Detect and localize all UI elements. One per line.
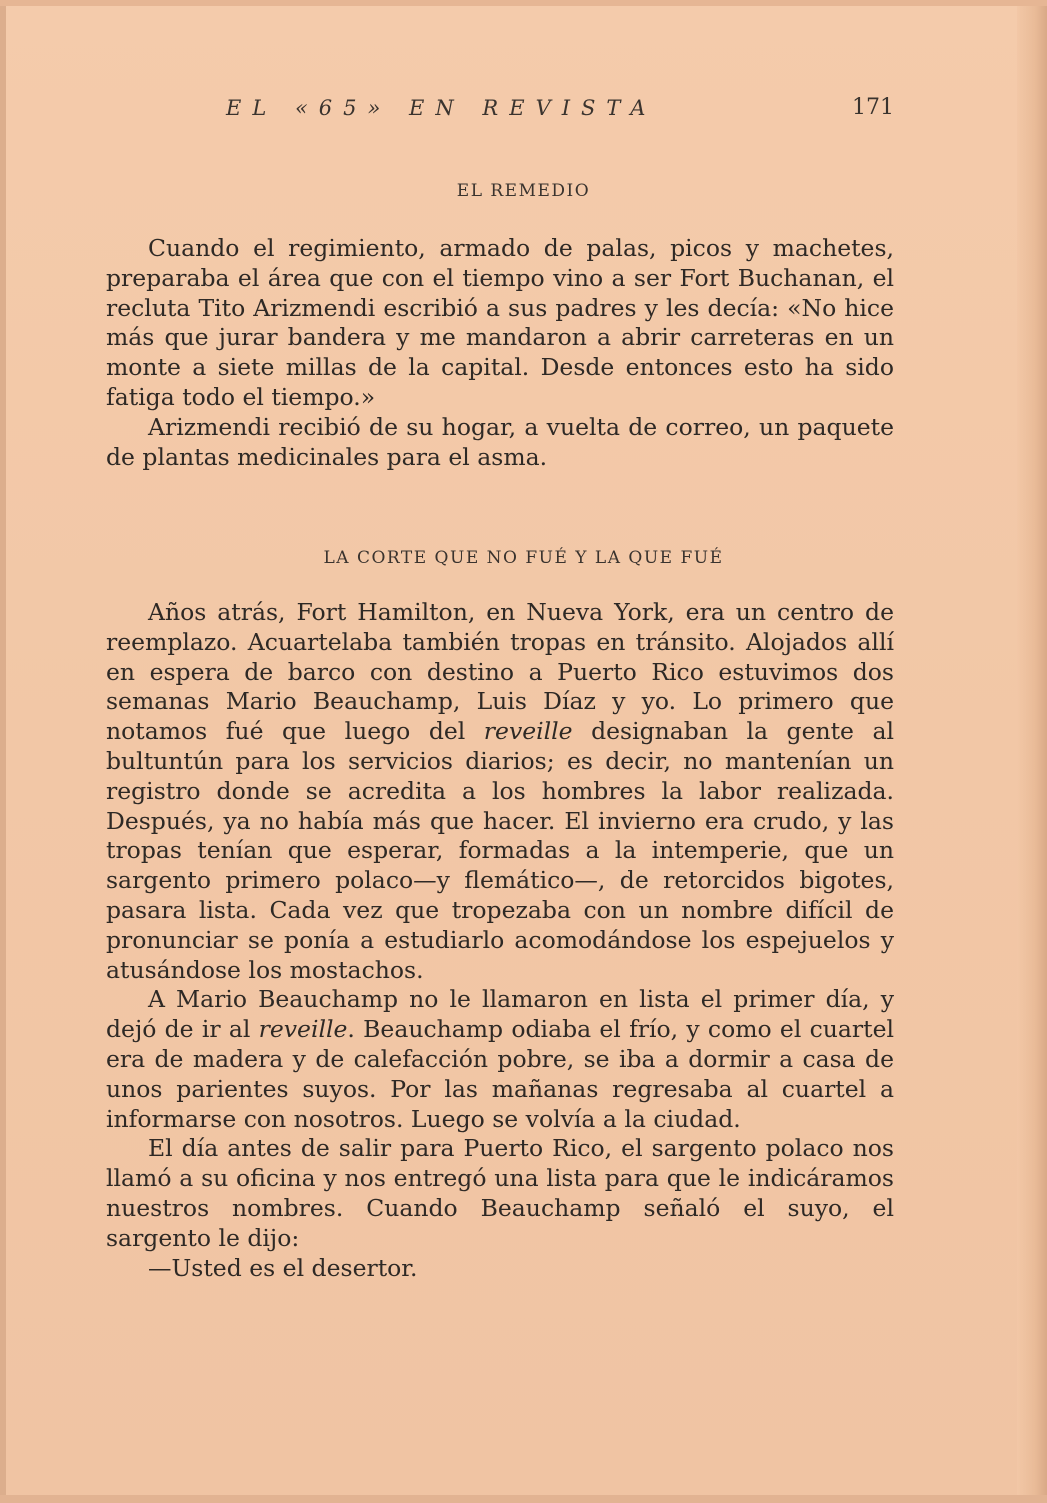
section-body-el-remedio — [106, 234, 894, 472]
page-edge-bottom — [0, 1495, 1047, 1503]
italic-term: reveille — [483, 717, 573, 746]
page-edge-right — [1017, 0, 1047, 1503]
dialogue-line: —Usted es el desertor. — [148, 1253, 418, 1282]
section-body-la-corte — [106, 598, 894, 1283]
paragraph-text: . Beauchamp odiaba el frío, y como el cuartel era de madera y de calefacción pobre, se iba a dormir a casa de unos parientes suyos. Por las mañanas regresaba al cuartel a informarse con nosotros. Luego se volvía a la ciudad. — [106, 1015, 894, 1133]
paragraph: El día antes de salir para Puerto Rico, el sargento polaco nos llamó a su oficina y nos entregó una lista para que le indicáramos nuestros nombres. Cuando Beauchamp señaló el suyo, el sargento le dijo: — [106, 1134, 894, 1252]
paragraph — [106, 985, 894, 1134]
section-title-el-remedio: EL REMEDIO — [456, 181, 591, 201]
section-title-la-corte: LA CORTE QUE NO FUÉ Y LA QUE FUÉ — [323, 548, 724, 568]
italic-term: reveille — [258, 1015, 348, 1044]
paragraph-text: A Mario Beauchamp no le llamaron en lista el primer día, y dejó de ir al — [106, 985, 894, 1044]
paragraph-text: Años atrás, Fort Hamilton, en Nueva York, era un centro de reemplazo. Acuartelaba también tropas en tránsito. Alojados allí en espera de barco con destino a Puerto Rico estuvimos dos semanas Mario Beauchamp, Luis Díaz y yo. Lo primero que notamos fué que luego del — [106, 598, 894, 746]
paragraph: Arizmendi recibió de su hogar, a vuelta de correo, un paquete de plantas medicinales para el asma. — [106, 412, 894, 471]
paragraph: Cuando el regimiento, armado de palas, picos y machetes, preparaba el área que con el tiempo vino a ser Fort Buchanan, el recluta Tito Arizmendi escribió a sus padres y les decía: «No hice más que jurar bandera y me mandaron a abrir carreteras en un monte a siete millas de la capital. Desde entonces esto ha sido fatiga todo el tiempo.» — [106, 234, 894, 411]
page-edge-left — [0, 0, 6, 1503]
paragraph-text: designaban la gente al bultuntún para los servicios diarios; es decir, no mantenían un registro donde se acredita a los hombres la labor realizada. Después, ya no había más que hacer. El invierno era crudo, y las tropas tenían que esperar, formadas a la intemperie, que un sargento primero polaco—y flemático—, de retorcidos bigotes, pasara lista. Cada vez que tropezaba con un nombre difícil de pronunciar se ponía a estudiarlo acomodándose los espejuelos y atusándose los mostachos. — [106, 717, 894, 984]
page-edge-top — [0, 0, 1047, 6]
page-number: 171 — [852, 95, 894, 120]
paragraph — [106, 598, 894, 985]
running-title: EL «65» EN REVISTA — [226, 96, 657, 120]
